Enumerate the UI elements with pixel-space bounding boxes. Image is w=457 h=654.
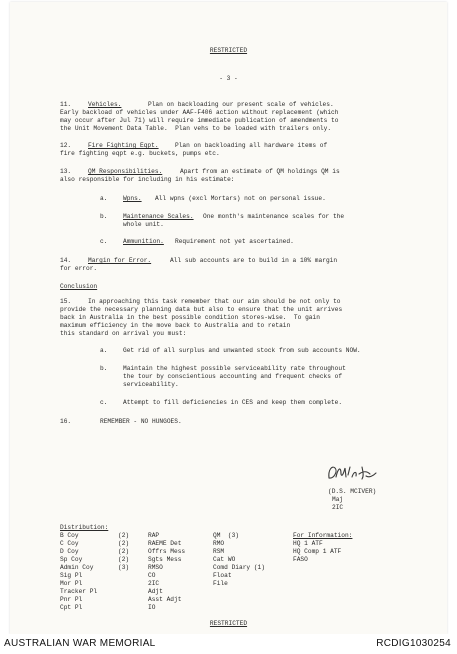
para-15-number: 15. [60,298,72,305]
para-14-line: All sub accounts are to build in a 10% margin [170,257,338,264]
para-11-heading: Vehicles. [88,101,122,108]
para-15-line: In approaching this task remember that our aim should be not only to [88,298,341,305]
para-15c-letter: c. [100,399,108,406]
para-15-line: this standard on arrival you must: [60,330,187,337]
distribution-entry: IO [148,604,156,611]
para-11-line: Early backload of vehicles under AAF-F406 action without replacement (which [60,109,339,116]
para-14-heading: Margin for Error. [88,257,152,264]
distribution-entry: RAEME Det [148,540,182,547]
para-12-heading: Fire Fighting Eqpt. [88,142,159,149]
distribution-unit: D Coy [60,548,79,555]
document-page [10,2,447,634]
distribution-entry: Float [213,572,232,579]
signatory-rank: Maj [332,496,344,503]
signatory-name: (D.S. MCIVER) [328,488,377,495]
para-13a-heading: Wpns. [123,195,142,202]
para-13b-heading: Maintenance Scales. [123,213,194,220]
para-12-line: fire fighting eqpt e.g. buckets, pumps etc. [60,150,220,157]
para-15a-line: Get rid of all surplus and unwanted stock from sub accounts NOW. [123,347,361,354]
para-13b-line: whole unit. [123,221,164,228]
distribution-unit: Mor Pl [60,580,83,587]
distribution-unit: B Coy [60,532,79,539]
para-12-number: 12. [60,142,72,149]
para-11-number: 11. [60,101,72,108]
para-15-line: provide the necessary planning data but also to ensure that the unit arrives [60,306,343,313]
distribution-entry: Offrs Mess [148,548,186,555]
para-13b-letter: b. [100,213,108,220]
para-13-line: also responsible for including in his estimate: [60,176,235,183]
distribution-entry: RAP [148,532,160,539]
conclusion-heading: Conclusion [60,283,98,290]
handwritten-signature [326,462,386,484]
para-15b-line: Maintain the highest possible serviceability rate throughout [123,365,346,372]
para-12-line: Plan on backloading all hardware items of [175,142,328,149]
distribution-entry: Adjt [148,588,163,595]
distribution-unit: Pnr Pl [60,596,83,603]
para-14-number: 14. [60,257,72,264]
distribution-qty: (2) [118,532,130,539]
para-13a-line: All wpns (excl Mortars) not on personal issue. [155,195,326,202]
distribution-unit: Sp Coy [60,556,83,563]
para-13-heading: QM Responsibilities. [88,168,163,175]
distribution-unit: Cpt Pl [60,604,83,611]
distribution-entry: Sgts Mess [148,556,182,563]
information-entry: FASO [293,556,308,563]
distribution-entry: Comd Diary (1) [213,564,265,571]
distribution-entry: RMO [213,540,225,547]
para-15b-letter: b. [100,365,108,372]
para-15-line: back in Australia in the best possible condition stores-wise. To gain [60,314,320,321]
distribution-qty: (2) [118,556,130,563]
distribution-qty: (3) [118,564,130,571]
distribution-unit: Tracker Pl [60,588,98,595]
distribution-entry: File [213,580,228,587]
para-15c-line: Attempt to fill deficiencies in CES and keep them complete. [123,399,343,406]
para-11-line: the Unit Movement Data Table. Plan vehs to be loaded with trailers only. [60,125,332,132]
archive-reference: RCDIG1030254 [376,638,451,649]
para-13-line: Apart from an estimate of QM holdings QM is [180,168,340,175]
para-13c-line: Requirement not yet ascertained. [175,238,294,245]
signatory-appointment: 2IC [332,504,344,511]
para-15-line: maximum efficiency in the move back to Australia and to retain [60,322,291,329]
distribution-entry: 2IC [148,580,160,587]
archive-name: AUSTRALIAN WAR MEMORIAL [4,638,156,649]
para-11-line: Plan on backloading our present scale of vehicles. [148,101,334,108]
distribution-unit: C Coy [60,540,79,547]
distribution-entry: QM (3) [213,532,239,539]
para-13-number: 13. [60,168,72,175]
information-heading: For Information: [293,532,353,539]
information-entry: HQ Comp 1 ATF [293,548,342,555]
para-15a-letter: a. [100,347,108,354]
distribution-entry: RMSO [148,564,163,571]
para-13c-letter: c. [100,238,108,245]
classification-header: RESTRICTED [209,47,248,54]
distribution-entry: RSM [213,548,225,555]
classification-footer: RESTRICTED [209,620,248,627]
para-15b-line: the tour by conscientious accounting and frequent checks of [123,373,343,380]
para-16-number: 16. [60,418,72,425]
para-11-line: may occur after Jul 71) will require immediate publication of amendments to [60,117,339,124]
para-16-text: REMEMBER - NO HUNGOES. [100,418,182,425]
distribution-unit: Admin Coy [60,564,94,571]
para-13a-letter: a. [100,195,108,202]
para-13b-line: One month's maintenance scales for the [203,213,345,220]
para-14-line: for error. [60,265,98,272]
archive-footer [0,634,457,654]
para-13c-heading: Ammunition. [123,238,164,245]
distribution-qty: (2) [118,548,130,555]
distribution-entry: Asst Adjt [148,596,182,603]
information-entry: HQ 1 ATF [293,540,323,547]
distribution-unit: Sig Pl [60,572,83,579]
distribution-heading: Distribution: [60,524,109,531]
page-number: - 3 - [219,75,238,82]
distribution-entry: CO [148,572,156,579]
para-15b-line: serviceability. [123,381,179,388]
distribution-entry: Cat WO [213,556,236,563]
distribution-qty: (2) [118,540,130,547]
